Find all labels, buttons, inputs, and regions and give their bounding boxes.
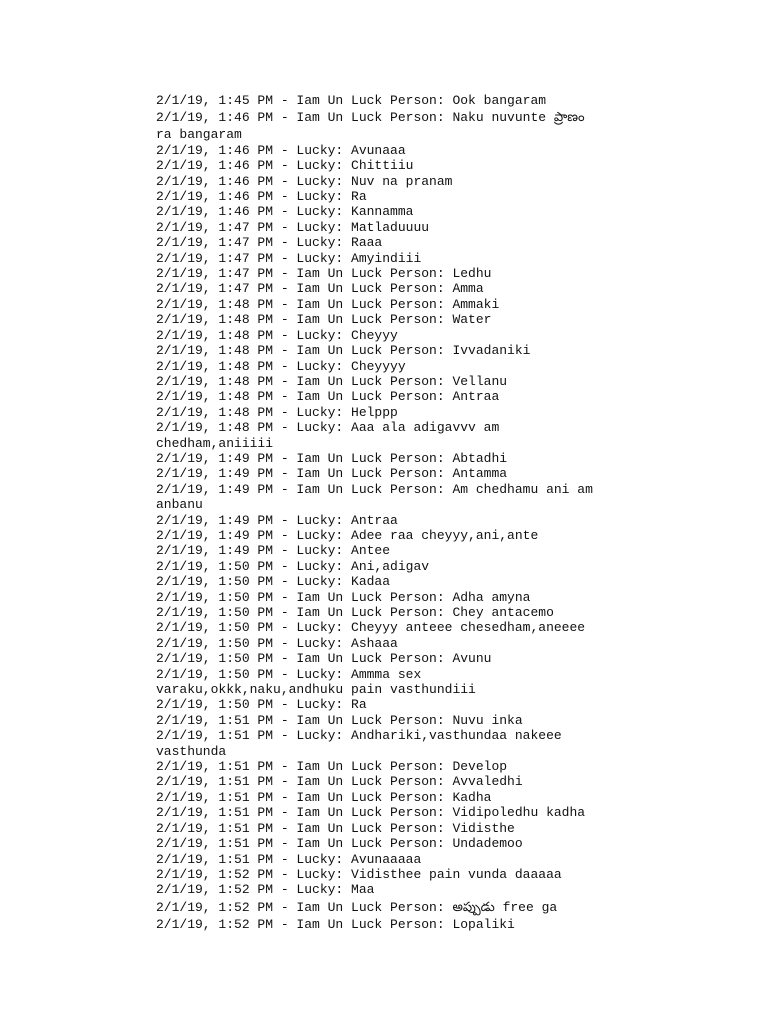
chat-line: 2/1/19, 1:48 PM - Lucky: Aaa ala adigavvv am bbox=[156, 420, 500, 436]
chat-line: 2/1/19, 1:49 PM - Lucky: Adee raa cheyyy,ani,ante bbox=[156, 527, 539, 543]
chat-line: 2/1/19, 1:50 PM - Lucky: Ani,adigav bbox=[156, 558, 430, 574]
chat-line: 2/1/19, 1:51 PM - Iam Un Luck Person: Develop bbox=[156, 759, 508, 775]
chat-line: 2/1/19, 1:48 PM - Iam Un Luck Person: Ivvadaniki bbox=[156, 343, 531, 359]
chat-line: 2/1/19, 1:52 PM - Lucky: Vidisthee pain vunda daaaaa bbox=[156, 866, 562, 882]
chat-line: 2/1/19, 1:52 PM - Lucky: Maa bbox=[156, 882, 375, 898]
chat-line: 2/1/19, 1:50 PM - Iam Un Luck Person: Chey antacemo bbox=[156, 605, 554, 620]
chat-line: 2/1/19, 1:51 PM - Iam Un Luck Person: Nuvu inka bbox=[156, 712, 523, 728]
chat-line: 2/1/19, 1:47 PM - Lucky: Matladuuuu bbox=[156, 219, 430, 235]
chat-line: 2/1/19, 1:50 PM - Iam Un Luck Person: Avunu bbox=[156, 651, 492, 667]
chat-line-continuation: varaku,okkk,naku,andhuku pain vasthundiii bbox=[156, 682, 476, 698]
chat-line: 2/1/19, 1:48 PM - Iam Un Luck Person: Ammaki bbox=[156, 296, 500, 312]
chat-line: 2/1/19, 1:50 PM - Lucky: Ra bbox=[156, 697, 367, 713]
chat-line: 2/1/19, 1:49 PM - Iam Un Luck Person: Antamma bbox=[156, 466, 508, 482]
chat-line: 2/1/19, 1:49 PM - Lucky: Antee bbox=[156, 543, 391, 559]
chat-line: 2/1/19, 1:49 PM - Iam Un Luck Person: Am chedhamu ani am bbox=[156, 481, 593, 497]
chat-line: 2/1/19, 1:45 PM - Iam Un Luck Person: Ook bangaram bbox=[156, 93, 547, 108]
chat-line: 2/1/19, 1:50 PM - Iam Un Luck Person: Adha amyna bbox=[156, 589, 531, 605]
chat-line-continuation: chedham,aniiiii bbox=[156, 435, 274, 451]
chat-transcript bbox=[156, 93, 756, 932]
chat-line: 2/1/19, 1:46 PM - Lucky: Avunaaa bbox=[156, 142, 406, 158]
chat-line: 2/1/19, 1:51 PM - Iam Un Luck Person: Undademoo bbox=[156, 836, 523, 852]
chat-line: 2/1/19, 1:48 PM - Iam Un Luck Person: Antraa bbox=[156, 389, 500, 405]
chat-line: 2/1/19, 1:52 PM - Iam Un Luck Person: అప్పుడు free ga bbox=[156, 899, 558, 915]
chat-line: 2/1/19, 1:48 PM - Lucky: Cheyyy bbox=[156, 327, 398, 343]
chat-line-continuation: anbanu bbox=[156, 497, 203, 513]
chat-line: 2/1/19, 1:51 PM - Lucky: Avunaaaaa bbox=[156, 851, 422, 867]
chat-line: 2/1/19, 1:50 PM - Lucky: Cheyyy anteee chesedham,aneeee bbox=[156, 620, 586, 636]
chat-line: 2/1/19, 1:51 PM - Iam Un Luck Person: Vidipoledhu kadha bbox=[156, 805, 586, 821]
chat-line: 2/1/19, 1:50 PM - Lucky: Ammma sex bbox=[156, 666, 422, 682]
chat-line: 2/1/19, 1:51 PM - Iam Un Luck Person: Kadha bbox=[156, 789, 492, 805]
chat-line: 2/1/19, 1:47 PM - Iam Un Luck Person: Ledhu bbox=[156, 266, 492, 282]
chat-line: 2/1/19, 1:46 PM - Lucky: Chittiiu bbox=[156, 158, 414, 174]
chat-line: 2/1/19, 1:46 PM - Lucky: Ra bbox=[156, 189, 367, 205]
chat-line: 2/1/19, 1:49 PM - Lucky: Antraa bbox=[156, 512, 398, 528]
chat-line: 2/1/19, 1:48 PM - Iam Un Luck Person: Water bbox=[156, 312, 492, 328]
chat-line-continuation: vasthunda bbox=[156, 743, 227, 759]
chat-line: 2/1/19, 1:46 PM - Iam Un Luck Person: Naku nuvunte ప్రాణం bbox=[156, 110, 585, 126]
chat-line: 2/1/19, 1:48 PM - Iam Un Luck Person: Vellanu bbox=[156, 373, 508, 389]
chat-line: 2/1/19, 1:48 PM - Lucky: Helppp bbox=[156, 404, 398, 420]
chat-line-continuation: ra bangaram bbox=[156, 127, 242, 143]
chat-line: 2/1/19, 1:47 PM - Iam Un Luck Person: Amma bbox=[156, 281, 484, 297]
chat-line: 2/1/19, 1:52 PM - Iam Un Luck Person: Lopaliki bbox=[156, 916, 515, 932]
chat-line: 2/1/19, 1:46 PM - Lucky: Nuv na pranam bbox=[156, 173, 453, 189]
chat-line: 2/1/19, 1:50 PM - Lucky: Kadaa bbox=[156, 574, 391, 590]
chat-line: 2/1/19, 1:51 PM - Iam Un Luck Person: Vidisthe bbox=[156, 820, 515, 836]
chat-line: 2/1/19, 1:46 PM - Lucky: Kannamma bbox=[156, 204, 414, 220]
chat-line: 2/1/19, 1:48 PM - Lucky: Cheyyyy bbox=[156, 358, 406, 374]
chat-line: 2/1/19, 1:49 PM - Iam Un Luck Person: Abtadhi bbox=[156, 450, 508, 466]
chat-line: 2/1/19, 1:47 PM - Lucky: Raaa bbox=[156, 235, 383, 251]
chat-line: 2/1/19, 1:50 PM - Lucky: Ashaaa bbox=[156, 635, 398, 651]
chat-line: 2/1/19, 1:51 PM - Lucky: Andhariki,vasthundaa nakeee bbox=[156, 728, 562, 744]
chat-line: 2/1/19, 1:51 PM - Iam Un Luck Person: Avvaledhi bbox=[156, 774, 523, 790]
chat-line: 2/1/19, 1:47 PM - Lucky: Amyindiii bbox=[156, 250, 422, 266]
